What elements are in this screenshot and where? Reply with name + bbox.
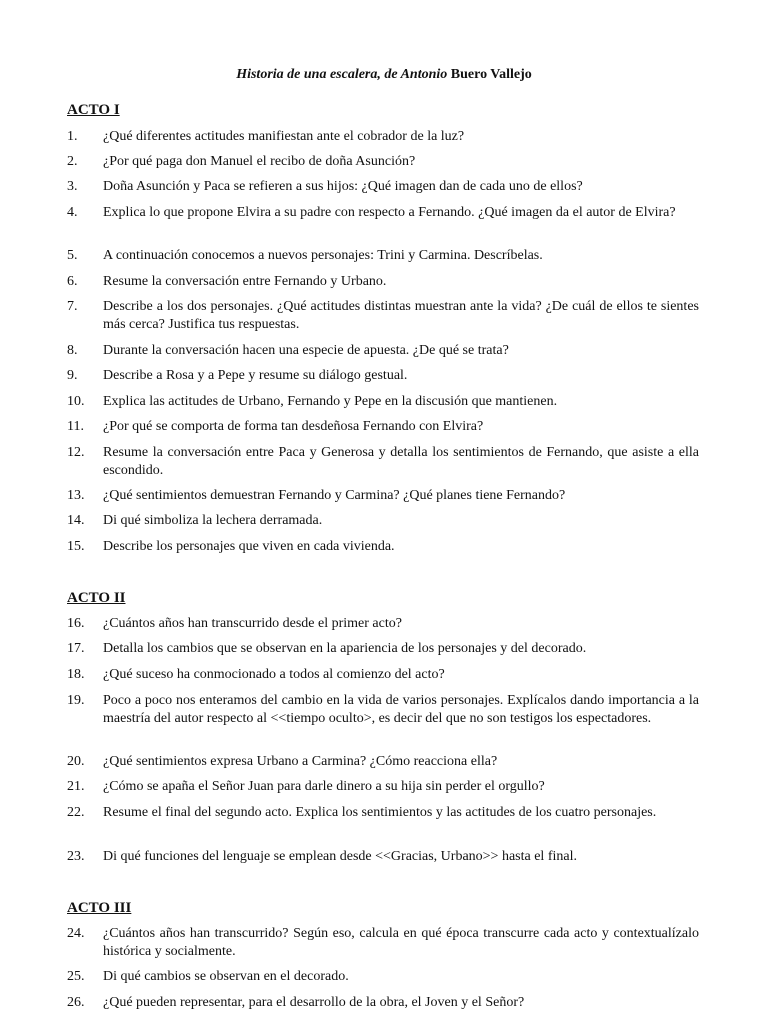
question-number: 24. bbox=[67, 926, 85, 941]
question-item bbox=[67, 994, 699, 1012]
question-item bbox=[67, 393, 699, 411]
question-item bbox=[67, 778, 699, 796]
question-number: 15. bbox=[67, 539, 85, 554]
question-text: Describe los personajes que viven en cada vivienda. bbox=[103, 539, 395, 554]
question-number: 22. bbox=[67, 805, 85, 820]
question-item bbox=[67, 298, 699, 334]
question-text: ¿Por qué paga don Manuel el recibo de doña Asunción? bbox=[103, 154, 416, 169]
question-text: ¿Cuántos años han transcurrido desde el primer acto? bbox=[103, 616, 402, 631]
question-text: ¿Cómo se apaña el Señor Juan para darle dinero a su hija sin perder el orgullo? bbox=[103, 779, 545, 794]
question-item bbox=[67, 128, 699, 146]
question-item bbox=[67, 848, 699, 866]
question-number: 6. bbox=[67, 274, 78, 289]
question-text: ¿Qué diferentes actitudes manifiestan ante el cobrador de la luz? bbox=[103, 129, 465, 144]
question-text: ¿Qué pueden representar, para el desarrollo de la obra, el Joven y el Señor? bbox=[103, 995, 525, 1010]
question-item bbox=[67, 615, 699, 633]
question-text: Di qué funciones del lenguaje se emplean desde <<Gracias, Urbano>> hasta el final. bbox=[103, 849, 577, 864]
section-heading-acto-3: ACTO III bbox=[67, 900, 132, 916]
question-item bbox=[67, 247, 699, 265]
question-number: 5. bbox=[67, 248, 78, 263]
question-item bbox=[67, 418, 699, 436]
question-number: 21. bbox=[67, 779, 85, 794]
question-number: 4. bbox=[67, 205, 78, 220]
question-text: Resume la conversación entre Paca y Generosa y detalla los sentimientos de Fernando, que asiste a ella escondido. bbox=[103, 445, 699, 478]
question-number: 20. bbox=[67, 754, 85, 769]
question-item bbox=[67, 153, 699, 171]
question-number: 26. bbox=[67, 995, 85, 1010]
question-text: Resume el final del segundo acto. Explica los sentimientos y las actitudes de los cuatro personajes. bbox=[103, 805, 657, 820]
question-text: ¿Cuántos años han transcurrido? Según eso, calcula en qué época transcurre cada acto y contextualízalo histórica y socialmente. bbox=[103, 926, 699, 959]
question-number: 8. bbox=[67, 343, 78, 358]
question-item bbox=[67, 968, 699, 986]
question-item bbox=[67, 178, 699, 196]
question-item bbox=[67, 342, 699, 360]
question-text: ¿Qué suceso ha conmocionado a todos al comienzo del acto? bbox=[103, 667, 445, 682]
question-item bbox=[67, 925, 699, 961]
question-text: Explica lo que propone Elvira a su padre con respecto a Fernando. ¿Qué imagen da el autor de Elvira? bbox=[103, 205, 676, 220]
question-text: ¿Qué sentimientos demuestran Fernando y Carmina? ¿Qué planes tiene Fernando? bbox=[103, 488, 566, 503]
question-number: 17. bbox=[67, 641, 85, 656]
question-item bbox=[67, 487, 699, 505]
question-text: Explica las actitudes de Urbano, Fernando y Pepe en la discusión que mantienen. bbox=[103, 394, 558, 409]
question-item bbox=[67, 804, 699, 822]
question-item bbox=[67, 666, 699, 684]
question-number: 25. bbox=[67, 969, 85, 984]
question-number: 16. bbox=[67, 616, 85, 631]
question-number: 14. bbox=[67, 513, 85, 528]
section-heading-acto-1: ACTO I bbox=[67, 102, 120, 118]
question-text: Doña Asunción y Paca se refieren a sus hijos: ¿Qué imagen dan de cada uno de ellos? bbox=[103, 179, 583, 194]
question-text: ¿Por qué se comporta de forma tan desdeñosa Fernando con Elvira? bbox=[103, 419, 484, 434]
question-number: 3. bbox=[67, 179, 78, 194]
title-bold-part: Buero Vallejo bbox=[447, 67, 532, 82]
question-text: Di qué cambios se observan en el decorado. bbox=[103, 969, 349, 984]
question-item bbox=[67, 753, 699, 771]
question-number: 18. bbox=[67, 667, 85, 682]
question-text: A continuación conocemos a nuevos personajes: Trini y Carmina. Descríbelas. bbox=[103, 248, 543, 263]
question-item bbox=[67, 538, 699, 556]
question-number: 2. bbox=[67, 154, 78, 169]
question-text: Resume la conversación entre Fernando y Urbano. bbox=[103, 274, 387, 289]
question-item bbox=[67, 444, 699, 480]
question-item bbox=[67, 204, 699, 222]
question-number: 9. bbox=[67, 368, 78, 383]
question-number: 7. bbox=[67, 299, 78, 314]
question-text: ¿Qué sentimientos expresa Urbano a Carmina? ¿Cómo reacciona ella? bbox=[103, 754, 498, 769]
question-text: Poco a poco nos enteramos del cambio en la vida de varios personajes. Explícalos dando importancia a la maestría del autor respecto al <<tiempo oculto>, es decir del que no son testigos los espectadores. bbox=[103, 693, 699, 726]
question-number: 11. bbox=[67, 419, 84, 434]
question-text: Durante la conversación hacen una especie de apuesta. ¿De qué se trata? bbox=[103, 343, 509, 358]
question-item bbox=[67, 640, 699, 658]
title-italic-part: Historia de una escalera, de Antonio bbox=[236, 67, 448, 82]
question-text: Di qué simboliza la lechera derramada. bbox=[103, 513, 323, 528]
section-heading-acto-2: ACTO II bbox=[67, 590, 126, 606]
question-number: 12. bbox=[67, 445, 85, 460]
question-number: 1. bbox=[67, 129, 78, 144]
question-text: Detalla los cambios que se observan en la apariencia de los personajes y del decorado. bbox=[103, 641, 587, 656]
question-text: Describe a Rosa y a Pepe y resume su diálogo gestual. bbox=[103, 368, 408, 383]
question-number: 23. bbox=[67, 849, 85, 864]
question-number: 19. bbox=[67, 693, 85, 708]
document-title bbox=[0, 66, 768, 84]
question-item bbox=[67, 512, 699, 530]
question-item bbox=[67, 367, 699, 385]
question-number: 13. bbox=[67, 488, 85, 503]
question-number: 10. bbox=[67, 394, 85, 409]
question-item bbox=[67, 273, 699, 291]
question-item bbox=[67, 692, 699, 728]
question-text: Describe a los dos personajes. ¿Qué actitudes distintas muestran ante la vida? ¿De cuál de ellos te sientes más cerca? Justifica tus respuestas. bbox=[103, 299, 699, 332]
